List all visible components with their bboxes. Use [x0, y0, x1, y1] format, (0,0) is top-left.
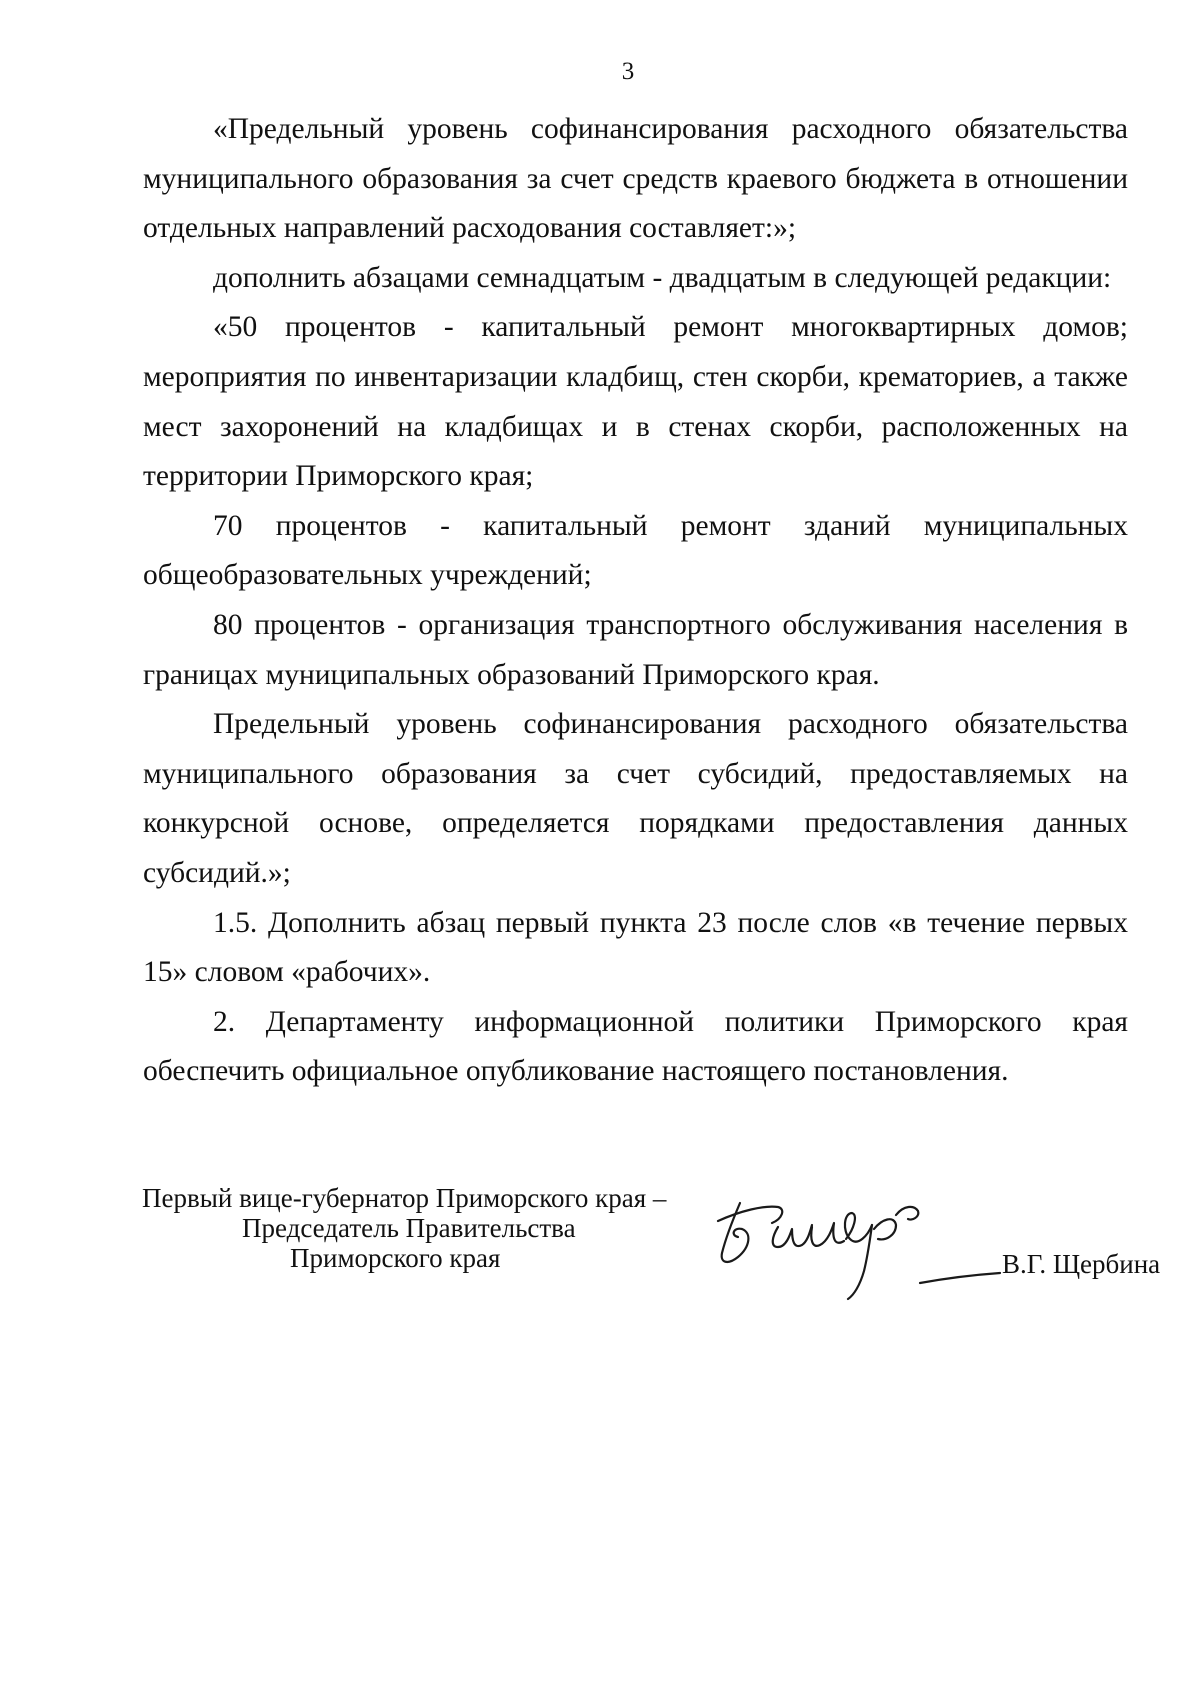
- signature-block: [142, 1183, 1161, 1353]
- paragraph: 70 процентов - капитальный ремонт зданий муниципальных общеобразовательных учреждений;: [143, 509, 1128, 592]
- paragraph: Предельный уровень софинансирования расходного обязательства муниципального образования за счет субсидий, предоставляемых на конкурсной основе, определяется порядками предоставления данных субсидий.»;: [143, 708, 1128, 889]
- paragraph: «50 процентов - капитальный ремонт многоквартирных домов; мероприятия по инвентаризации кладбищ, стен скорби, крематориев, а также мест захоронений на кладбищах и в стенах скорби, расположенных на территории Приморского края;: [143, 311, 1128, 493]
- paragraph: 2. Департаменту информационной политики Приморского края обеспечить официальное опубликование настоящего постановления.: [143, 1005, 1128, 1088]
- signatory-name: В.Г. Щербина: [1002, 1249, 1161, 1279]
- signatory-title-line3: Приморского края: [290, 1243, 501, 1273]
- page-number: 3: [621, 58, 635, 85]
- signatory-title-line1: Первый вице-губернатор Приморского края –: [142, 1183, 667, 1213]
- paragraph: «Предельный уровень софинансирования расходного обязательства муниципального образования за счет средств краевого бюджета в отношении отдельных направлений расходования составляет:»;: [143, 113, 1128, 245]
- paragraph: 1.5. Дополнить абзац первый пункта 23 после слов «в течение первых 15» словом «рабочих».: [143, 906, 1128, 989]
- paragraph: дополнить абзацами семнадцатым - двадцатым в следующей редакции:: [213, 261, 1112, 294]
- signatory-title-line2: Председатель Правительства: [242, 1213, 576, 1243]
- handwritten-signature: [682, 1175, 1022, 1305]
- document-body: [143, 105, 1128, 1097]
- paragraph: 80 процентов - организация транспортного обслуживания населения в границах муниципальных образований Приморского края.: [143, 608, 1128, 691]
